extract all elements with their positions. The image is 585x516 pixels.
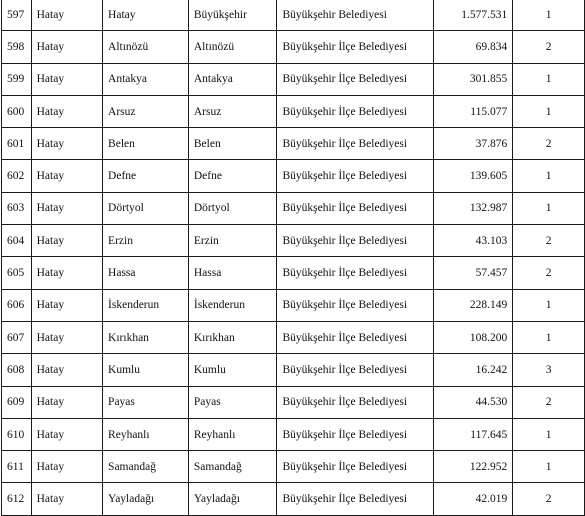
population-cell: 44.530 (434, 386, 513, 418)
row-number: 609 (2, 386, 32, 418)
province-cell: Hatay (31, 483, 102, 515)
table-row (2, 192, 585, 224)
district-cell: Reyhanlı (103, 418, 189, 450)
table-row (2, 289, 585, 321)
municipality-cell: Hassa (188, 257, 277, 289)
table-row (2, 0, 585, 31)
municipality-cell: Yayladağı (188, 483, 277, 515)
table-row (2, 321, 585, 353)
tier-cell: 1 (513, 0, 585, 31)
municipality-cell: Erzin (188, 225, 277, 257)
row-number: 603 (2, 192, 32, 224)
municipality-cell: Dörtyol (188, 192, 277, 224)
municipality-type-cell: Büyükşehir İlçe Belediyesi (277, 257, 434, 289)
table-row (2, 128, 585, 160)
tier-cell: 2 (513, 31, 585, 63)
table-row (2, 95, 585, 127)
population-cell: 57.457 (434, 257, 513, 289)
district-cell: Altınözü (103, 31, 189, 63)
tier-cell: 3 (513, 354, 585, 386)
municipality-type-cell: Büyükşehir İlçe Belediyesi (277, 95, 434, 127)
population-cell: 301.855 (434, 63, 513, 95)
table-row (2, 160, 585, 192)
table-row (2, 257, 585, 289)
table-row (2, 418, 585, 450)
tier-cell: 1 (513, 321, 585, 353)
province-cell: Hatay (31, 289, 102, 321)
tier-cell: 2 (513, 386, 585, 418)
province-cell: Hatay (31, 160, 102, 192)
table-body (2, 0, 585, 515)
municipality-type-cell: Büyükşehir İlçe Belediyesi (277, 63, 434, 95)
population-cell: 37.876 (434, 128, 513, 160)
row-number: 608 (2, 354, 32, 386)
province-cell: Hatay (31, 192, 102, 224)
table-row (2, 63, 585, 95)
population-cell: 16.242 (434, 354, 513, 386)
population-cell: 108.200 (434, 321, 513, 353)
district-cell: Samandağ (103, 451, 189, 483)
population-cell: 122.952 (434, 451, 513, 483)
population-cell: 115.077 (434, 95, 513, 127)
tier-cell: 1 (513, 63, 585, 95)
district-cell: Hassa (103, 257, 189, 289)
municipality-type-cell: Büyükşehir Belediyesi (277, 0, 434, 31)
district-cell: Hatay (103, 0, 189, 31)
district-cell: Kumlu (103, 354, 189, 386)
table-row (2, 451, 585, 483)
tier-cell: 2 (513, 257, 585, 289)
municipality-table (1, 0, 585, 516)
province-cell: Hatay (31, 257, 102, 289)
row-number: 612 (2, 483, 32, 515)
municipality-type-cell: Büyükşehir İlçe Belediyesi (277, 31, 434, 63)
row-number: 602 (2, 160, 32, 192)
row-number: 604 (2, 225, 32, 257)
province-cell: Hatay (31, 0, 102, 31)
municipality-cell: Kumlu (188, 354, 277, 386)
tier-cell: 2 (513, 483, 585, 515)
municipality-type-cell: Büyükşehir İlçe Belediyesi (277, 386, 434, 418)
municipality-cell: Antakya (188, 63, 277, 95)
table-row (2, 354, 585, 386)
table-row (2, 225, 585, 257)
tier-cell: 1 (513, 451, 585, 483)
municipality-cell: Defne (188, 160, 277, 192)
municipality-type-cell: Büyükşehir İlçe Belediyesi (277, 225, 434, 257)
district-cell: Defne (103, 160, 189, 192)
municipality-cell: Büyükşehir (188, 0, 277, 31)
table-row (2, 31, 585, 63)
tier-cell: 1 (513, 418, 585, 450)
row-number: 597 (2, 0, 32, 31)
municipality-cell: Samandağ (188, 451, 277, 483)
row-number: 598 (2, 31, 32, 63)
district-cell: Kırıkhan (103, 321, 189, 353)
table-row (2, 386, 585, 418)
municipality-cell: Payas (188, 386, 277, 418)
province-cell: Hatay (31, 128, 102, 160)
municipality-type-cell: Büyükşehir İlçe Belediyesi (277, 451, 434, 483)
population-cell: 43.103 (434, 225, 513, 257)
district-cell: Payas (103, 386, 189, 418)
table-row (2, 483, 585, 515)
province-cell: Hatay (31, 386, 102, 418)
population-cell: 1.577.531 (434, 0, 513, 31)
tier-cell: 2 (513, 225, 585, 257)
province-cell: Hatay (31, 451, 102, 483)
municipality-type-cell: Büyükşehir İlçe Belediyesi (277, 289, 434, 321)
row-number: 601 (2, 128, 32, 160)
tier-cell: 2 (513, 128, 585, 160)
row-number: 605 (2, 257, 32, 289)
municipality-type-cell: Büyükşehir İlçe Belediyesi (277, 418, 434, 450)
municipality-cell: İskenderun (188, 289, 277, 321)
population-cell: 42.019 (434, 483, 513, 515)
district-cell: Yayladağı (103, 483, 189, 515)
province-cell: Hatay (31, 354, 102, 386)
municipality-cell: Altınözü (188, 31, 277, 63)
district-cell: Erzin (103, 225, 189, 257)
province-cell: Hatay (31, 63, 102, 95)
municipality-cell: Arsuz (188, 95, 277, 127)
tier-cell: 1 (513, 192, 585, 224)
row-number: 599 (2, 63, 32, 95)
province-cell: Hatay (31, 225, 102, 257)
municipality-type-cell: Büyükşehir İlçe Belediyesi (277, 160, 434, 192)
row-number: 611 (2, 451, 32, 483)
municipality-type-cell: Büyükşehir İlçe Belediyesi (277, 321, 434, 353)
province-cell: Hatay (31, 418, 102, 450)
municipality-cell: Reyhanlı (188, 418, 277, 450)
district-cell: İskenderun (103, 289, 189, 321)
tier-cell: 1 (513, 289, 585, 321)
district-cell: Belen (103, 128, 189, 160)
population-cell: 132.987 (434, 192, 513, 224)
municipality-type-cell: Büyükşehir İlçe Belediyesi (277, 483, 434, 515)
population-cell: 228.149 (434, 289, 513, 321)
province-cell: Hatay (31, 321, 102, 353)
district-cell: Dörtyol (103, 192, 189, 224)
municipality-cell: Belen (188, 128, 277, 160)
municipality-type-cell: Büyükşehir İlçe Belediyesi (277, 354, 434, 386)
population-cell: 117.645 (434, 418, 513, 450)
province-cell: Hatay (31, 95, 102, 127)
row-number: 600 (2, 95, 32, 127)
municipality-type-cell: Büyükşehir İlçe Belediyesi (277, 128, 434, 160)
province-cell: Hatay (31, 31, 102, 63)
district-cell: Antakya (103, 63, 189, 95)
tier-cell: 1 (513, 160, 585, 192)
row-number: 606 (2, 289, 32, 321)
population-cell: 139.605 (434, 160, 513, 192)
tier-cell: 1 (513, 95, 585, 127)
population-cell: 69.834 (434, 31, 513, 63)
district-cell: Arsuz (103, 95, 189, 127)
row-number: 610 (2, 418, 32, 450)
municipality-type-cell: Büyükşehir İlçe Belediyesi (277, 192, 434, 224)
row-number: 607 (2, 321, 32, 353)
municipality-cell: Kırıkhan (188, 321, 277, 353)
